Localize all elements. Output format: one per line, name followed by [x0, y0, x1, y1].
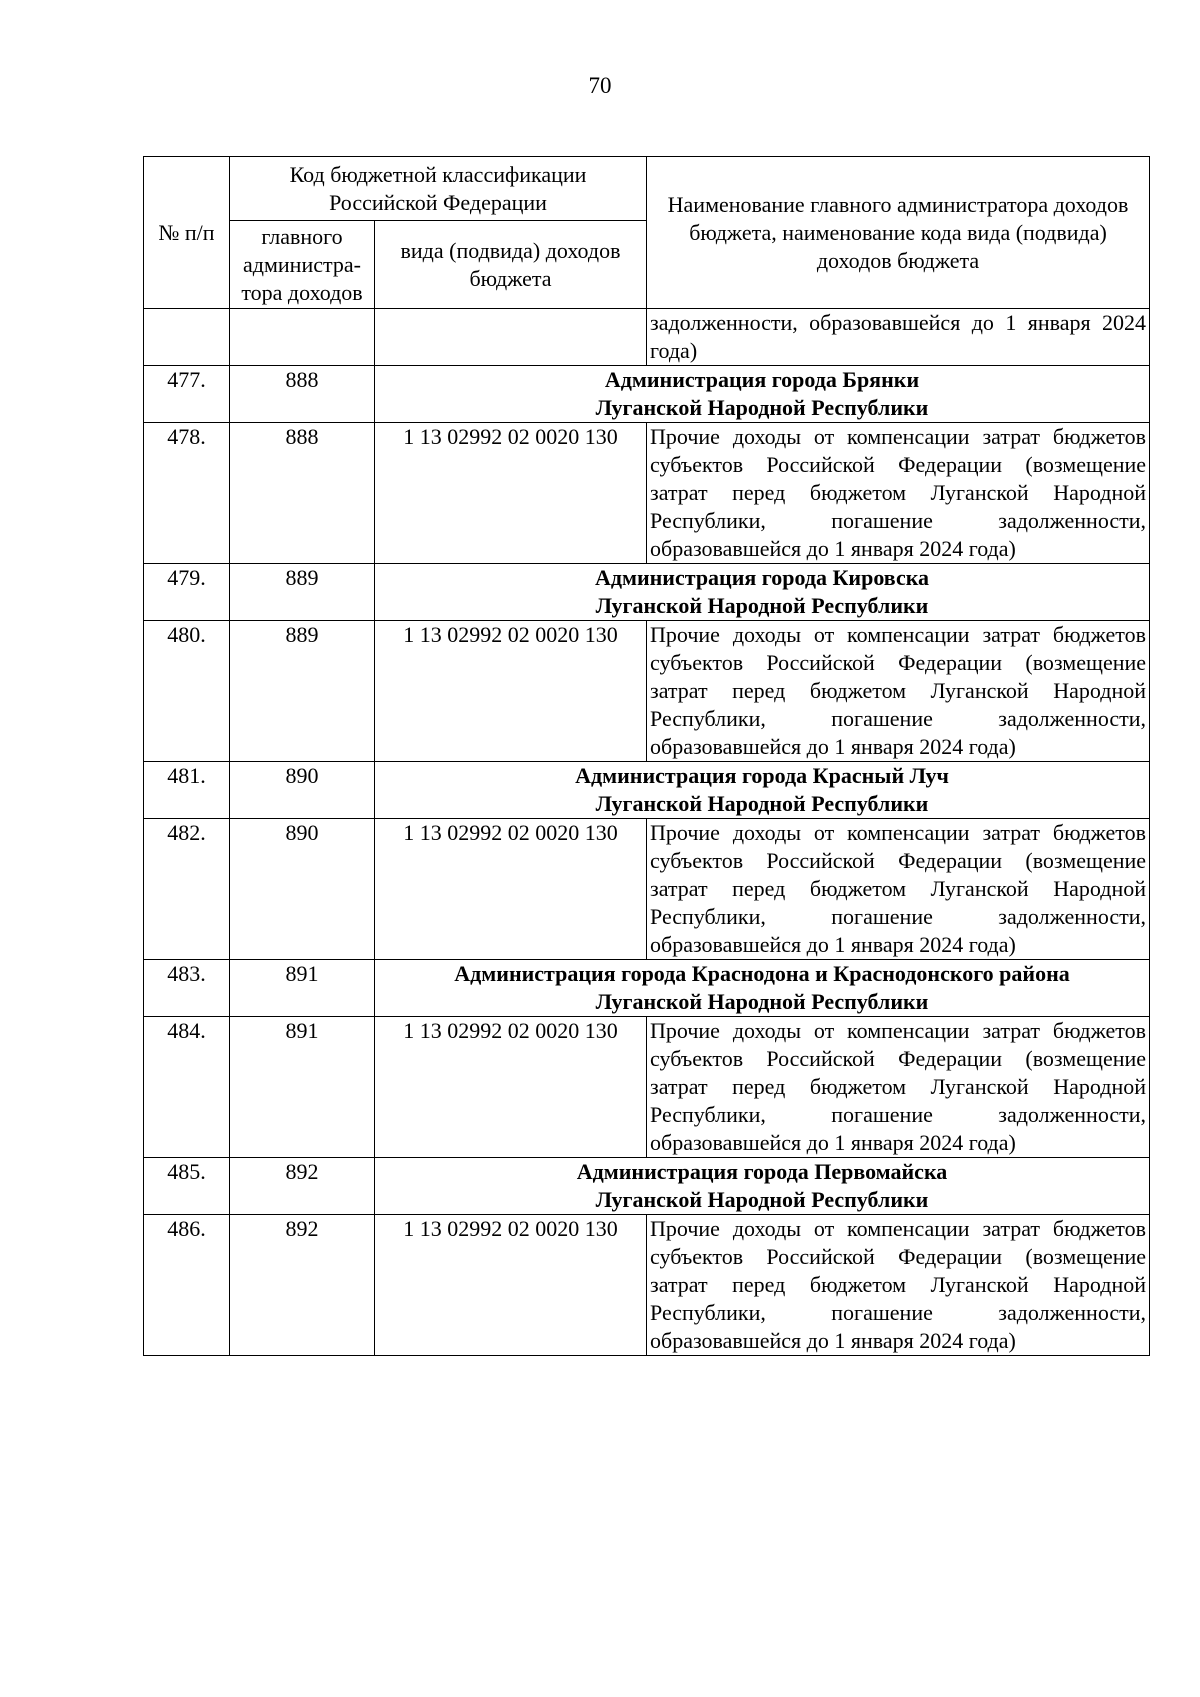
cell-row-number: 481.: [144, 762, 230, 819]
cell-administrator-code: 890: [230, 762, 375, 819]
cell-row-number: 486.: [144, 1215, 230, 1356]
cell-row-number: 485.: [144, 1158, 230, 1215]
cell-income-code: 1 13 02992 02 0020 130: [375, 1215, 647, 1356]
budget-classification-table: [143, 156, 1150, 1356]
table-row-income: [144, 621, 1150, 762]
cell-description: Прочие доходы от компенсации затрат бюджетов субъектов Российской Федерации (возмещение затрат перед бюджетом Луганской Народной Республики, погашение задолженности, образовавшейся до 1 января 2024 года): [647, 1215, 1150, 1356]
cell-description: задолженности, образовавшейся до 1 января 2024 года): [647, 309, 1150, 366]
table-row-administrator: [144, 366, 1150, 423]
cell-description: Прочие доходы от компенсации затрат бюджетов субъектов Российской Федерации (возмещение затрат перед бюджетом Луганской Народной Республики, погашение задолженности, образовавшейся до 1 января 2024 года): [647, 621, 1150, 762]
cell-income-code: 1 13 02992 02 0020 130: [375, 1017, 647, 1158]
cell-administrator-code: 888: [230, 423, 375, 564]
cell-row-number: 480.: [144, 621, 230, 762]
header-income-type-code: вида (подвида) доходов бюджета: [375, 221, 647, 309]
cell-row-number: [144, 309, 230, 366]
cell-description: Прочие доходы от компенсации затрат бюджетов субъектов Российской Федерации (возмещение затрат перед бюджетом Луганской Народной Республики, погашение задолженности, образовавшейся до 1 января 2024 года): [647, 423, 1150, 564]
cell-administrator-code: 892: [230, 1215, 375, 1356]
administrator-title-line: Администрация города Кировска: [594, 565, 930, 590]
cell-row-number: 484.: [144, 1017, 230, 1158]
cell-income-code: 1 13 02992 02 0020 130: [375, 621, 647, 762]
cell-administrator-code: 889: [230, 564, 375, 621]
administrator-region-line: Луганской Народной Республики: [595, 395, 929, 420]
header-administrator-name: Наименование главного администратора доходов бюджета, наименование кода вида (подвида) доходов бюджета: [647, 157, 1150, 309]
cell-row-number: 477.: [144, 366, 230, 423]
administrator-title-line: Администрация города Первомайска: [576, 1159, 948, 1184]
cell-row-number: 479.: [144, 564, 230, 621]
cell-administrator-code: 891: [230, 960, 375, 1017]
cell-administrator-code: 890: [230, 819, 375, 960]
table-row-administrator: [144, 762, 1150, 819]
table-row-income: [144, 1017, 1150, 1158]
table-row-income: [144, 423, 1150, 564]
table-row-administrator: [144, 960, 1150, 1017]
cell-income-code: 1 13 02992 02 0020 130: [375, 819, 647, 960]
cell-row-number: 478.: [144, 423, 230, 564]
cell-administrator-code: 889: [230, 621, 375, 762]
administrator-title-line: Администрация города Краснодона и Краснодонского района: [454, 961, 1070, 986]
cell-row-number: 483.: [144, 960, 230, 1017]
cell-description: Прочие доходы от компенсации затрат бюджетов субъектов Российской Федерации (возмещение затрат перед бюджетом Луганской Народной Республики, погашение задолженности, образовавшейся до 1 января 2024 года): [647, 1017, 1150, 1158]
cell-description: Прочие доходы от компенсации затрат бюджетов субъектов Российской Федерации (возмещение затрат перед бюджетом Луганской Народной Республики, погашение задолженности, образовавшейся до 1 января 2024 года): [647, 819, 1150, 960]
cell-administrator-code: 892: [230, 1158, 375, 1215]
cell-income-code: 1 13 02992 02 0020 130: [375, 423, 647, 564]
cell-income-code: [375, 309, 647, 366]
header-budget-classification-code: Код бюджетной классификации Российской Федерации: [230, 157, 647, 221]
administrator-title-line: Администрация города Брянки: [604, 367, 920, 392]
table-row-administrator: [144, 1158, 1150, 1215]
cell-administrator-code: 891: [230, 1017, 375, 1158]
administrator-region-line: Луганской Народной Республики: [595, 791, 929, 816]
administrator-region-line: Луганской Народной Республики: [595, 593, 929, 618]
header-administrator-code: главного администра-тора доходов: [230, 221, 375, 309]
cell-administrator-title: [375, 1158, 1150, 1215]
table-row-administrator: [144, 564, 1150, 621]
cell-administrator-code: 888: [230, 366, 375, 423]
administrator-region-line: Луганской Народной Республики: [595, 989, 929, 1014]
cell-administrator-title: [375, 564, 1150, 621]
page-number: 70: [588, 73, 612, 98]
cell-administrator-title: [375, 960, 1150, 1017]
administrator-title-line: Администрация города Красный Луч: [575, 763, 949, 788]
table-row-income: [144, 1215, 1150, 1356]
cell-administrator-title: [375, 366, 1150, 423]
cell-administrator-title: [375, 762, 1150, 819]
cell-administrator-code: [230, 309, 375, 366]
header-row-number: № п/п: [144, 157, 230, 309]
table-row-continuation: [144, 309, 1150, 366]
administrator-region-line: Луганской Народной Республики: [595, 1187, 929, 1212]
cell-row-number: 482.: [144, 819, 230, 960]
table-row-income: [144, 819, 1150, 960]
